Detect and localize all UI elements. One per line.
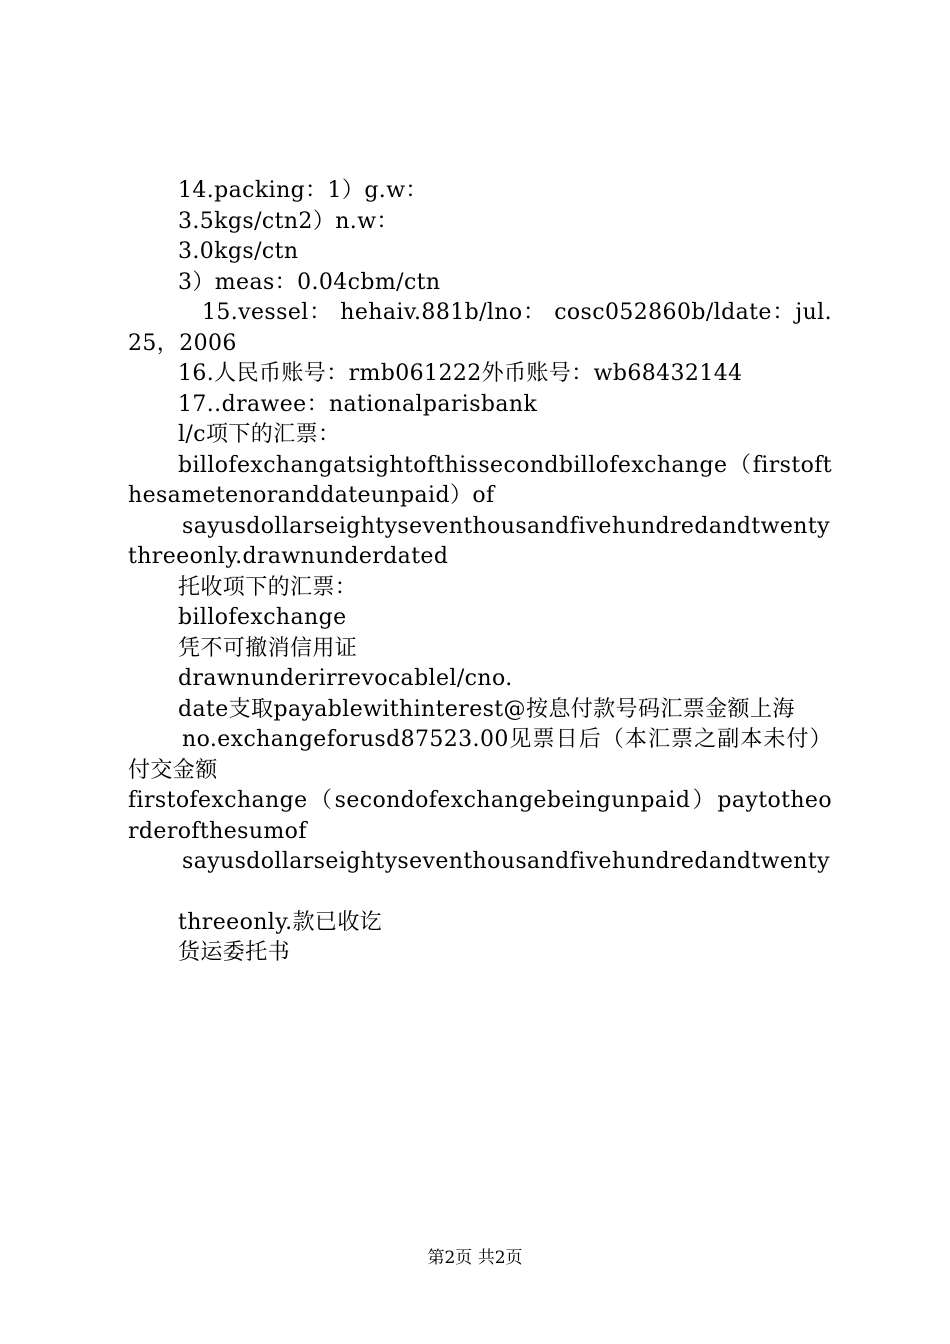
vessel-line: 15.vessel： hehaiv.881b/lno： cosc052860b/ldate：jul.25，2006: [128, 300, 832, 356]
date-payable-line: date支取payablewithinterest@按息付款号码汇票金额上海: [178, 696, 795, 722]
exchange-amount-line: no.exchangeforusd87523.00见票日后（本汇票之副本未付）付交金额: [128, 727, 832, 783]
bill-of-exchange-line: billofexchange: [178, 605, 347, 630]
net-weight-line: 3.0kgs/ctn: [178, 239, 299, 264]
collection-draft-heading: 托收项下的汇票：: [178, 574, 358, 600]
blank-gap: [128, 878, 832, 908]
first-of-exchange-line: firstofexchange（secondofexchangebeingunpaid）paytotheorderofthesumof: [128, 788, 832, 844]
lc-bill-text: billofexchangatsightofthissecondbillofexchange（firstofthesametenoranddateunpaid）of: [128, 452, 832, 508]
received-line: threeonly.款已收讫: [178, 909, 383, 935]
page-number-footer: 第2页 共2页: [427, 1248, 523, 1268]
packing-line: 14.packing：1）g.w：: [178, 178, 428, 203]
lc-amount-words: sayusdollarseightyseventhousandfivehundredandtwentythreeonly.drawnunderdated: [128, 513, 830, 569]
irrevocable-lc-cn: 凭不可撤消信用证: [178, 635, 358, 661]
measurement-line: 3）meas：0.04cbm/ctn: [178, 269, 441, 295]
amount-words-line: sayusdollarseightyseventhousandfivehundredandtwenty: [182, 849, 830, 874]
drawn-under-line: drawnunderirrevocablel/cno.: [178, 666, 513, 691]
account-line: 16.人民币账号：rmb061222外币账号：wb68432144: [178, 361, 743, 386]
lc-draft-heading: l/c项下的汇票：: [178, 422, 341, 447]
shipping-order-line: 货运委托书: [178, 940, 291, 965]
document-body: [128, 176, 832, 969]
gross-weight-line: 3.5kgs/ctn2）n.w：: [178, 208, 399, 234]
drawee-line: 17..drawee：nationalparisbank: [178, 391, 538, 417]
